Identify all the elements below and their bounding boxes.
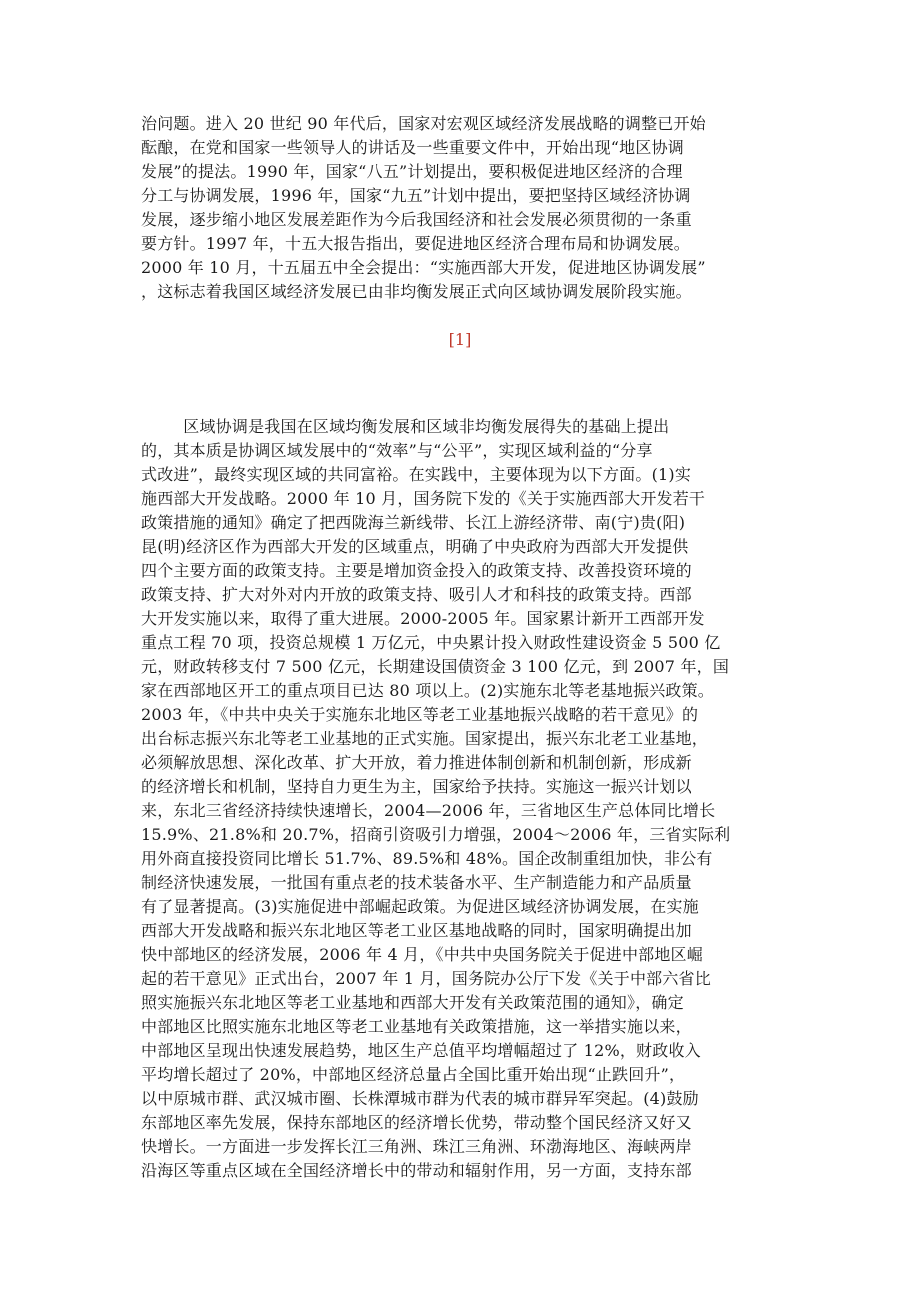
- text-line: 快中部地区的经济发展，2006 年 4 月，《中共中央国务院关于促进中部地区崛: [141, 945, 703, 964]
- text-line: 起的若干意见》正式出台，2007 年 1 月，国务院办公厅下发《关于中部六省比: [141, 969, 711, 988]
- text-line: 用外商直接投资同比增长 51.7%、89.5%和 48%。国企改制重组加快，非公有: [141, 849, 713, 868]
- text-line: 沿海区等重点区域在全国经济增长中的带动和辐射作用，另一方面，支持东部: [141, 1161, 692, 1180]
- text-line: 施西部大开发战略。2000 年 10 月，国务院下发的《关于实施西部大开发若干: [141, 489, 706, 508]
- text-line: 西部大开发战略和振兴东北地区等老工业区基地战略的同时，国家明确提出加: [141, 921, 692, 940]
- text-line: 分工与协调发展，1996 年，国家“九五”计划中提出，要把坚持区域经济协调: [141, 186, 691, 205]
- text-line: 快增长。一方面进一步发挥长江三角洲、珠江三角洲、环渤海地区、海峡两岸: [141, 1137, 692, 1156]
- text-line: 昆(明)经济区作为西部大开发的区域重点，明确了中央政府为西部大开发提供: [141, 537, 689, 556]
- text-line: 中部地区比照实施东北地区等老工业基地有关政策措施，这一举措实施以来，: [141, 1017, 692, 1036]
- text-line: 发展”的提法。1990 年，国家“八五”计划提出，要积极促进地区经济的合理: [141, 162, 683, 181]
- text-line: 15.9%、21.8%和 20.7%，招商引资吸引力增强，2004～2006 年，三省实际利: [141, 825, 731, 844]
- citation-reference-link[interactable]: [1]: [448, 330, 472, 349]
- text-line: 式改进”，最终实现区域的共同富裕。在实践中，主要体现为以下方面。(1)实: [141, 465, 692, 484]
- text-line: 出台标志振兴东北等老工业基地的正式实施。国家提出，振兴东北老工业基地，: [141, 729, 709, 748]
- text-line: 照实施振兴东北地区等老工业基地和西部大开发有关政策范围的通知》，确定: [141, 993, 684, 1012]
- text-line: 四个主要方面的政策支持。主要是增加资金投入的政策支持、改善投资环境的: [141, 561, 692, 580]
- text-line: 有了显著提高。(3)实施促进中部崛起政策。为促进区域经济协调发展，在实施: [141, 897, 699, 916]
- text-line: 2000 年 10 月，十五届五中全会提出：“实施西部大开发，促进地区协调发展”: [141, 258, 706, 277]
- text-line: 酝酿，在党和国家一些领导人的讲话及一些重要文件中，开始出现“地区协调: [141, 138, 684, 157]
- text-line: ，这标志着我国区域经济发展已由非均衡发展正式向区域协调发展阶段实施。: [141, 282, 692, 301]
- text-line: 来，东北三省经济持续快速增长，2004—2006 年，三省地区生产总体同比增长: [141, 801, 716, 820]
- text-line: 中部地区呈现出快速发展趋势，地区生产总值平均增幅超过了 12%，财政收入: [141, 1041, 701, 1060]
- text-line: 以中原城市群、武汉城市圈、长株潭城市群为代表的城市群异军突起。(4)鼓励: [141, 1089, 699, 1108]
- text-line: 治问题。进入 20 世纪 90 年代后，国家对宏观区域经济发展战略的调整已开始: [141, 114, 706, 133]
- text-line: 元，财政转移支付 7 500 亿元，长期建设国债资金 3 100 亿元，到 2007 年，国: [141, 657, 730, 676]
- text-line: 要方针。1997 年，十五大报告指出，要促进地区经济合理布局和协调发展。: [141, 234, 691, 253]
- text-line: 区域协调是我国在区域均衡发展和区域非均衡发展得失的基础上提出: [141, 417, 670, 436]
- text-line: 的经济增长和机制，坚持自力更生为主，国家给予扶持。实施这一振兴计划以: [141, 777, 692, 796]
- text-line: 发展，逐步缩小地区发展差距作为今后我国经济和社会发展必须贯彻的一条重: [141, 210, 692, 229]
- text-line: 的，其本质是协调区域发展中的“效率”与“公平”，实现区域利益的“分享: [141, 441, 653, 460]
- text-line: 重点工程 70 项，投资总规模 1 万亿元，中央累计投入财政性建设资金 5 500 亿: [141, 633, 721, 652]
- paragraph-regional-coordination: [141, 415, 791, 1183]
- text-line: 2003 年，《中共中央关于实施东北地区等老工业基地振兴战略的若干意见》的: [141, 705, 699, 724]
- text-line: 大开发实施以来，取得了重大进展。2000-2005 年。国家累计新开工西部开发: [141, 609, 705, 628]
- text-line: 东部地区率先发展，保持东部地区的经济增长优势，带动整个国民经济又好又: [141, 1113, 692, 1132]
- text-line: 必须解放思想、深化改革、扩大开放，着力推进体制创新和机制创新，形成新: [141, 753, 692, 772]
- text-line: 制经济快速发展，一批国有重点老的技术装备水平、生产制造能力和产品质量: [141, 873, 692, 892]
- text-line: 政策支持、扩大对外对内开放的政策支持、吸引人才和科技的政策支持。西部: [141, 585, 692, 604]
- text-line: 政策措施的通知》确定了把西陇海兰新线带、长江上游经济带、南(宁)贵(阳): [141, 513, 686, 532]
- paragraph-regional-policy-history: [141, 112, 791, 304]
- text-line: 平均增长超过了 20%，中部地区经济总量占全国比重开始出现“止跌回升”，: [141, 1065, 686, 1084]
- text-line: 家在西部地区开工的重点项目已达 80 项以上。(2)实施东北等老基地振兴政策。: [141, 681, 714, 700]
